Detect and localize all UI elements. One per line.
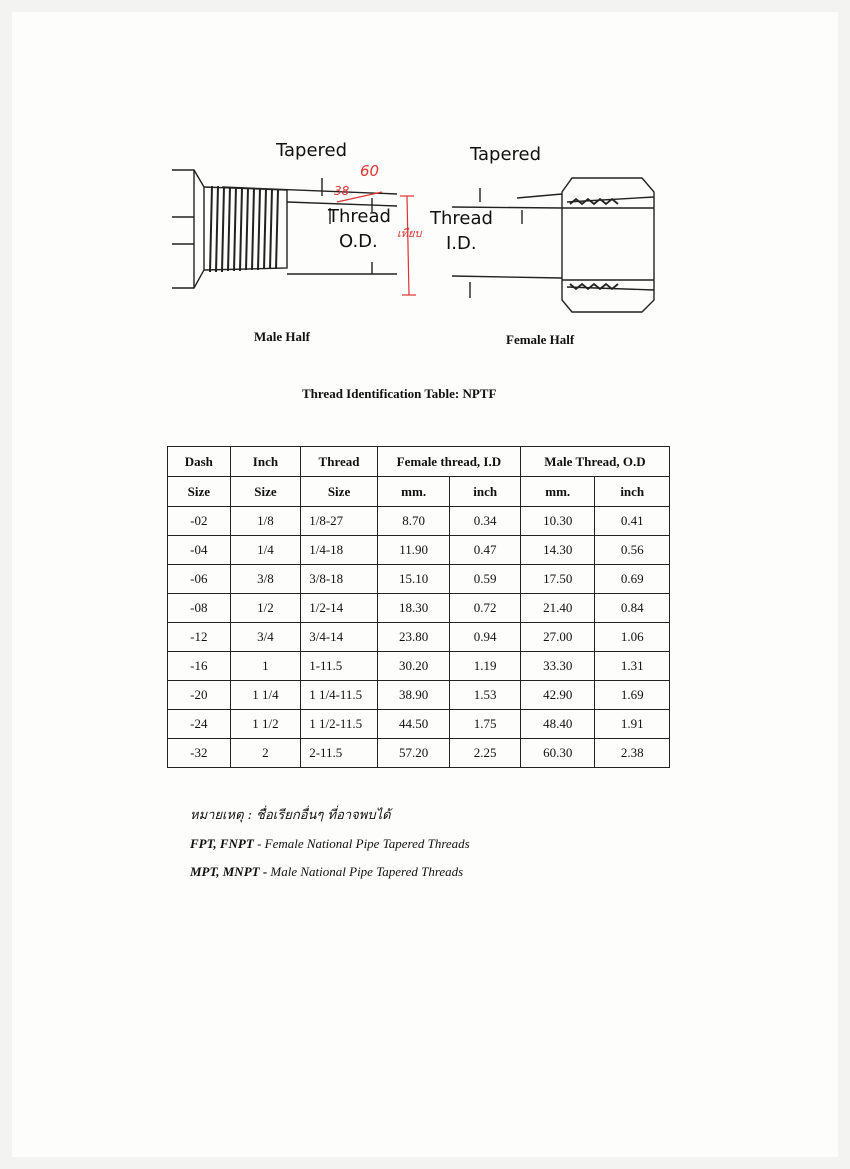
handwritten-top: 60: [360, 162, 380, 180]
mpt-desc: Male National Pipe Tapered Threads: [267, 864, 464, 879]
male-tapered-label: Tapered: [276, 140, 348, 161]
female-inch-cell: 0.47: [450, 536, 521, 565]
mpt-term: MPT, MNPT -: [190, 864, 268, 879]
dash-cell: -16: [168, 652, 231, 681]
female-mm-header: mm.: [377, 477, 450, 507]
female-inch-cell: 1.75: [450, 710, 521, 739]
female-thread-label: Thread: [430, 208, 493, 229]
male-mm-cell: 60.30: [520, 739, 595, 768]
mpt-note: [190, 858, 470, 886]
fpt-term: FPT, FNPT: [190, 836, 254, 851]
female-inch-cell: 0.94: [450, 623, 521, 652]
male-mm-cell: 14.30: [520, 536, 595, 565]
inch-cell: 1: [230, 652, 301, 681]
dash-cell: -24: [168, 710, 231, 739]
table-row: [168, 623, 670, 652]
inch-cell: 1 1/2: [230, 710, 301, 739]
male-inch-cell: 1.31: [595, 652, 670, 681]
thread-cell: 1 1/2-11.5: [301, 710, 378, 739]
thread-cell: 2-11.5: [301, 739, 378, 768]
notes-section: [190, 802, 470, 886]
female-mm-cell: 11.90: [377, 536, 450, 565]
female-mm-cell: 8.70: [377, 507, 450, 536]
table-title: Thread Identification Table: NPTF: [302, 386, 497, 401]
female-header: Female thread, I.D: [377, 447, 520, 477]
thread-cell: 3/8-18: [301, 565, 378, 594]
thread-cell: 1-11.5: [301, 652, 378, 681]
thread-table: [167, 446, 670, 768]
male-header: Male Thread, O.D: [520, 447, 669, 477]
dash-cell: -08: [168, 594, 231, 623]
male-mm-cell: 21.40: [520, 594, 595, 623]
thread-cell: 1/8-27: [301, 507, 378, 536]
thread-diagram: [12, 12, 838, 352]
handwritten-side: เทียบ: [397, 227, 422, 240]
male-od-label: O.D.: [339, 231, 378, 252]
inch-cell: 3/4: [230, 623, 301, 652]
inch-cell: 1 1/4: [230, 681, 301, 710]
male-inch-cell: 0.84: [595, 594, 670, 623]
table-row: [168, 565, 670, 594]
male-mm-cell: 33.30: [520, 652, 595, 681]
inch-cell: 1/4: [230, 536, 301, 565]
male-fitting-drawing: [172, 170, 397, 288]
female-inch-header: inch: [450, 477, 521, 507]
female-inch-cell: 0.72: [450, 594, 521, 623]
inch-cell: 1/8: [230, 507, 301, 536]
male-mm-cell: 17.50: [520, 565, 595, 594]
dash-cell: -12: [168, 623, 231, 652]
inch-header: Inch: [230, 447, 301, 477]
table-row: [168, 681, 670, 710]
male-mm-cell: 48.40: [520, 710, 595, 739]
table-row: [168, 710, 670, 739]
inch-size-header: Size: [230, 477, 301, 507]
thai-note: หมายเหตุ : ชื่อเรียกอื่นๆ ที่อาจพบได้: [190, 808, 391, 823]
male-mm-cell: 27.00: [520, 623, 595, 652]
male-mm-cell: 10.30: [520, 507, 595, 536]
female-inch-cell: 0.34: [450, 507, 521, 536]
male-thread-label: Thread: [328, 206, 391, 227]
male-inch-cell: 2.38: [595, 739, 670, 768]
female-inch-cell: 1.53: [450, 681, 521, 710]
female-mm-cell: 15.10: [377, 565, 450, 594]
male-mm-header: mm.: [520, 477, 595, 507]
female-half-caption: Female Half: [506, 332, 575, 347]
male-inch-cell: 0.41: [595, 507, 670, 536]
female-mm-cell: 23.80: [377, 623, 450, 652]
female-mm-cell: 18.30: [377, 594, 450, 623]
inch-cell: 2: [230, 739, 301, 768]
male-inch-cell: 1.69: [595, 681, 670, 710]
female-mm-cell: 30.20: [377, 652, 450, 681]
document-page: [12, 12, 838, 1157]
table-row: [168, 536, 670, 565]
female-tapered-label: Tapered: [470, 144, 542, 165]
female-mm-cell: 44.50: [377, 710, 450, 739]
female-id-label: I.D.: [446, 233, 477, 254]
table-row: [168, 507, 670, 536]
table-row: [168, 739, 670, 768]
handwritten-angle: 38: [334, 184, 350, 198]
dash-cell: -20: [168, 681, 231, 710]
male-inch-cell: 1.91: [595, 710, 670, 739]
thread-cell: 3/4-14: [301, 623, 378, 652]
male-half-caption: Male Half: [254, 329, 310, 344]
fpt-desc: - Female National Pipe Tapered Threads: [253, 836, 470, 851]
female-fitting-drawing: [452, 178, 654, 312]
inch-cell: 3/8: [230, 565, 301, 594]
female-mm-cell: 57.20: [377, 739, 450, 768]
dash-size-header: Size: [168, 477, 231, 507]
dash-cell: -06: [168, 565, 231, 594]
male-inch-cell: 0.56: [595, 536, 670, 565]
dash-cell: -02: [168, 507, 231, 536]
dash-header: Dash: [168, 447, 231, 477]
thread-cell: 1 1/4-11.5: [301, 681, 378, 710]
female-inch-cell: 1.19: [450, 652, 521, 681]
table-row: [168, 594, 670, 623]
female-inch-cell: 0.59: [450, 565, 521, 594]
dash-cell: -32: [168, 739, 231, 768]
thread-cell: 1/4-18: [301, 536, 378, 565]
thread-header: Thread: [301, 447, 378, 477]
male-inch-header: inch: [595, 477, 670, 507]
thread-cell: 1/2-14: [301, 594, 378, 623]
male-inch-cell: 1.06: [595, 623, 670, 652]
female-inch-cell: 2.25: [450, 739, 521, 768]
thread-size-header: Size: [301, 477, 378, 507]
female-mm-cell: 38.90: [377, 681, 450, 710]
dash-cell: -04: [168, 536, 231, 565]
male-mm-cell: 42.90: [520, 681, 595, 710]
table-row: [168, 652, 670, 681]
inch-cell: 1/2: [230, 594, 301, 623]
fpt-note: [190, 830, 470, 858]
male-inch-cell: 0.69: [595, 565, 670, 594]
